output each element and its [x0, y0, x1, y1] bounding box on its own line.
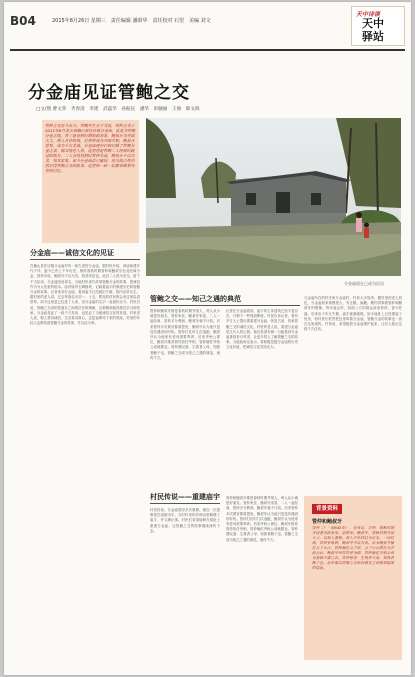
section-title: 管鲍之交——知己之遇的典范	[150, 295, 241, 303]
lead-text: 管仲之交至今名言。管鲍共生天下为说，管仲之交于2015年8月某天到确山县任店镇分金庙，此处为管鲍分金之地。管子是春秋时期的政治家，鲍叔牙为齐国大夫，两人合作经商，后管仲成为齐国宰相，鲍叔牙荐贤，成为千古美谈。分金庙现存石碑记载了管鲍分金之事，据当地老人讲，这里曾是管鲍二人经商时路过的地方，二人分得利润时管仲多取，鲍叔牙不以为贪，知其家贫。如今分金庙虽已破旧，但当地百姓仍然记得管鲍之交的故事。这里的一砖一瓦都承载着历史的记忆。	[45, 123, 136, 173]
logo-title-line1: 天中	[362, 17, 384, 30]
issue-meta: 2015年8月26日 星期三 责任编辑 潘昭华 责任校对 石望 美编 刘文	[52, 18, 216, 24]
section-rule	[150, 305, 300, 306]
body-column-3: 记者在分金庙看到，庙宇的主体建筑已经不复存在，只剩下一些残垣断壁。村民告诉记者，曾有多方人士提出要重建分金庙，恢复古迹，传承管鲍之交的诚信文化。村里的老人说，重建分金庙是几代人的心愿。他们希望有朝一日能看到分金庙重现昔日风采，让更多的人了解管鲍之交的故事。当地政府也表示，将积极挖掘分金庙的历史文化价值，把诚信文化发扬光大。	[226, 309, 298, 350]
logo-title-line2: 驿站	[362, 30, 384, 43]
sidebar-text: 管仲（？－前645年），名夷吾，字仲，春秋时期齐国著名政治家、思想家。鲍叔牙，春秋时期齐国大夫，以知人著称。两人少年时结为好友，一同经商，管仲多取利，鲍叔牙不以为贪。后来鲍叔牙辅佐公子小白，管仲辅佐公子纠，公子小白即位为齐桓公后，鲍叔牙举荐管仲为相，管仲辅佐齐桓公成为春秋五霸之首。管仲曾说：生我者父母，知我者鲍子也。后世遂以管鲍之交形容朋友之间相知很深的情谊。	[312, 526, 394, 570]
body-column-5: 村民传说，分金庙曾经多次重修。最近一次重修是在清朝末年，当时村里的乡绅出资修缮了庙宇，并立碑记事。村民们希望能够在原址上重建分金庙，让管鲍之交的故事继续流传下去。	[150, 508, 220, 533]
page-header	[10, 6, 405, 46]
section-rule	[150, 503, 220, 504]
logo-title	[362, 17, 384, 43]
newspaper-page	[4, 2, 411, 675]
sidebar-tag: 背景资料	[312, 504, 342, 514]
body-column-4: 分金庙所在的村庄叫分金庙村，村民大多姓李。据村里的老人回忆，分金庙原来规模很大，有正殿、偏殿，殿内供奉着管仲和鲍叔牙的塑像。每年庙会时，四面八方的群众前来祭拜，香火旺盛。后来由于年久失修，庙宇逐渐破败。如今庙址上已经建起了民房，但村民们依然把这里叫做分金庙，管鲍分金的故事也一直在这里流传。村民说，希望能把分金庙保护起来，让后人铭记这段千古佳话。	[304, 296, 402, 332]
article-headline: 分金庙见证管鲍之交	[28, 83, 190, 103]
body-column-6: 管仲和鲍叔牙都是春秋时期齐国人，两人从小就是好朋友。管仲家贫，鲍叔牙家富，二人一起经商，管仲多分利润，鲍叔牙毫不计较。后来管仲多次做官都被罢免，鲍叔牙认为他只是没有遇到好时机。管仲打仗时几次逃跑，鲍叔牙认为他家有老母需要奉养。后来齐桓公即位，鲍叔牙推荐管仲担任宰相，管仲辅佐齐桓公成就霸业。管仲感叹道：生我者父母，知我者鲍子也。管鲍之交成为知己之遇的典范，流传千古。	[226, 496, 298, 542]
section-rule	[30, 259, 140, 260]
article-photo	[146, 118, 401, 276]
header-rule	[10, 49, 405, 51]
photo-caption: 分金庙现在已成为民居	[344, 281, 384, 286]
section-logo	[351, 6, 405, 46]
section-title: 村民传说——重建庙宇	[150, 493, 220, 501]
section-title: 分金庙——诚信文化的见证	[30, 249, 114, 257]
body-column-1: 在确山县任店镇分金庙村有一座古老的分金庙，据村民介绍，该庙始建年代不详，距今已有上千年历史。相传春秋时期管仲和鲍叔牙在此经商分金，管仲多取，鲍叔牙不以为贪，知其家贫也。此后二人成为至交，留下千古佳话。分金庙因此得名。当地村民世代传颂管鲍分金的故事，把诚信作为为人处世的根本。庙内原有石碑数块，记载着庙宇的修建历史和管鲍分金的故事。记者来到分金庙，看到庙宇已经破旧不堪，院内杂草丛生。据村里的老人讲，过去每逢农历初一、十五，附近的村民都会来这里烧香祭拜。如今这里虽已住进了人家，但分金庙的名字一直流传至今。村民们说，管鲍之交讲的是朋友之间的信任和理解，这种精神值得我们学习和传承。分金庙见证了一段千古美谈，也见证了当地诚信文化的发展。村里老人说，做人要讲诚信，交友要讲真心，这是祖辈传下来的规矩。村里的年轻人也都知道管鲍分金的故事，并以此为荣。	[30, 264, 140, 326]
background-sidebar	[304, 496, 402, 660]
lead-box	[42, 120, 139, 243]
article-byline: □文/图 曹文荣 齐春清 李建 武磊华 孙振民 潘华 彭毓丽 王俊 韩文海	[36, 107, 200, 112]
logo-small-text: 天中诗谈	[356, 11, 381, 18]
page-number: B04	[10, 14, 36, 28]
temple-photo-illustration	[146, 118, 401, 276]
sidebar-heading: 管仲和鲍叔牙	[312, 519, 343, 525]
body-column-2: 管仲和鲍叔牙都是春秋时期齐国人，两人从小就是好朋友。管仲家贫，鲍叔牙家富，二人一起经商，管仲多分利润，鲍叔牙毫不计较。后来管仲多次做官都被罢免，鲍叔牙认为他只是没有遇到好时机。管仲打仗时几次逃跑，鲍叔牙认为他家有老母需要奉养。后来齐桓公即位，鲍叔牙推荐管仲担任宰相，管仲辅佐齐桓公成就霸业。管仲感叹道：生我者父母，知我者鲍子也。管鲍之交成为知己之遇的典范，流传千古。	[150, 309, 220, 360]
